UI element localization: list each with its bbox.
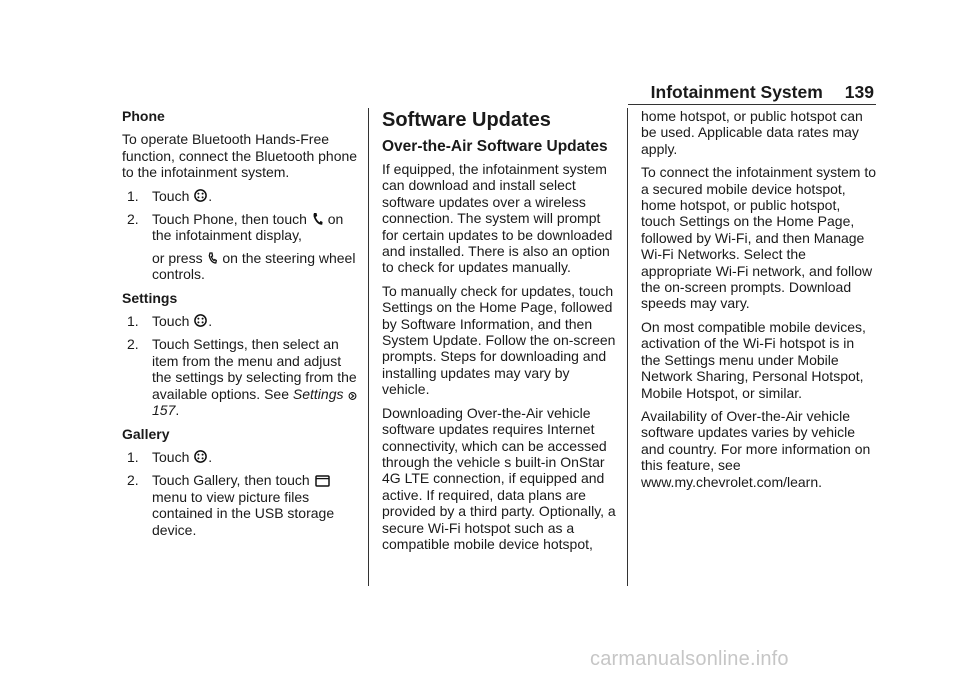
section-heading: Software Updates [382, 109, 551, 131]
settings-reference-page[interactable]: 157 [152, 402, 176, 419]
column-divider-2 [627, 108, 628, 586]
subsection-heading: Over-the-Air Software Updates [382, 138, 608, 155]
home-icon [194, 188, 207, 203]
settings-reference-link[interactable]: Settings [292, 385, 344, 402]
column-divider-1 [368, 108, 369, 586]
paragraph: To connect the infotainment system to a secured mobile device hotspot, home hotspot, or public hotspot, touch Settings on the Home Page, followed by Wi-Fi, and then Manage Wi-Fi Networks. Select the appropriate Wi-Fi network, and follow the on-screen prompts. Download speeds may vary. [641, 164, 877, 312]
settings-step-2: 2. Touch Settings, then select an item from the menu and adjust the settings by selecting from the available options. See Settings 157. [127, 336, 357, 419]
paragraph: To manually check for updates, touch Settings on the Home Page, followed by Software Information, and then System Update. Follow the on-screen prompts. Steps for downloading and installing updates may vary by vehicle. [382, 282, 616, 398]
settings-step-1: 1. Touch . [127, 313, 213, 330]
page-number: 139 [844, 82, 874, 102]
home-icon [194, 449, 207, 464]
phone-handset-icon [312, 212, 323, 226]
gallery-step-2: 2. Touch Gallery, then touch menu to view picture files contained in the USB storage device. [127, 472, 335, 538]
gallery-step-1: 1. Touch . [127, 448, 213, 465]
paragraph: Downloading Over-the-Air vehicle software updates requires Internet connectivity, which can be accessed through the vehicle s built-in OnStar 4G LTE connection, if equipped and active. If required, data plans are provided by a third party. Optionally, a secure Wi-Fi hotspot such as a compatible mobile device hotspot, [382, 404, 616, 552]
section-title: Infotainment System [650, 82, 823, 102]
reference-arrow-icon [348, 391, 357, 401]
phone-step-2: 2. Touch Phone, then touch on the infotainment display, or press on the steering wheel controls. [127, 211, 356, 283]
paragraph: On most compatible mobile devices, activation of the Wi-Fi hotspot is in the Settings menu under Mobile Network Sharing, Personal Hotspot, Mobile Hotspot, or similar. [641, 318, 866, 401]
paragraph: If equipped, the infotainment system can download and install select software updates over a wireless connection. The system will prompt for certain updates to be downloaded and installed. There is also an option to check for updates manually. [382, 161, 613, 276]
gallery-menu-icon [315, 475, 330, 487]
paragraph: home hotspot, or public hotspot can be used. Applicable data rates may apply. [641, 108, 863, 157]
phone-intro: To operate Bluetooth Hands-Free function, connect the Bluetooth phone to the infotainment system. [122, 131, 358, 181]
column-3 [641, 108, 877, 497]
column-1 [122, 108, 362, 545]
settings-heading: Settings [122, 289, 178, 306]
watermark: carmanualsonline.info [590, 648, 789, 670]
page-header [651, 82, 874, 103]
column-2 [382, 108, 618, 559]
paragraph: Availability of Over-the-Air vehicle software updates varies by vehicle and country. For more information on this feature, see www.my.chevrolet.com/learn. [641, 407, 871, 490]
home-icon [194, 313, 207, 328]
gallery-heading: Gallery [122, 425, 170, 442]
steering-phone-icon [207, 251, 217, 265]
header-rule [628, 104, 876, 105]
phone-heading: Phone [122, 108, 165, 124]
phone-step-1: 1. Touch . [127, 187, 213, 204]
